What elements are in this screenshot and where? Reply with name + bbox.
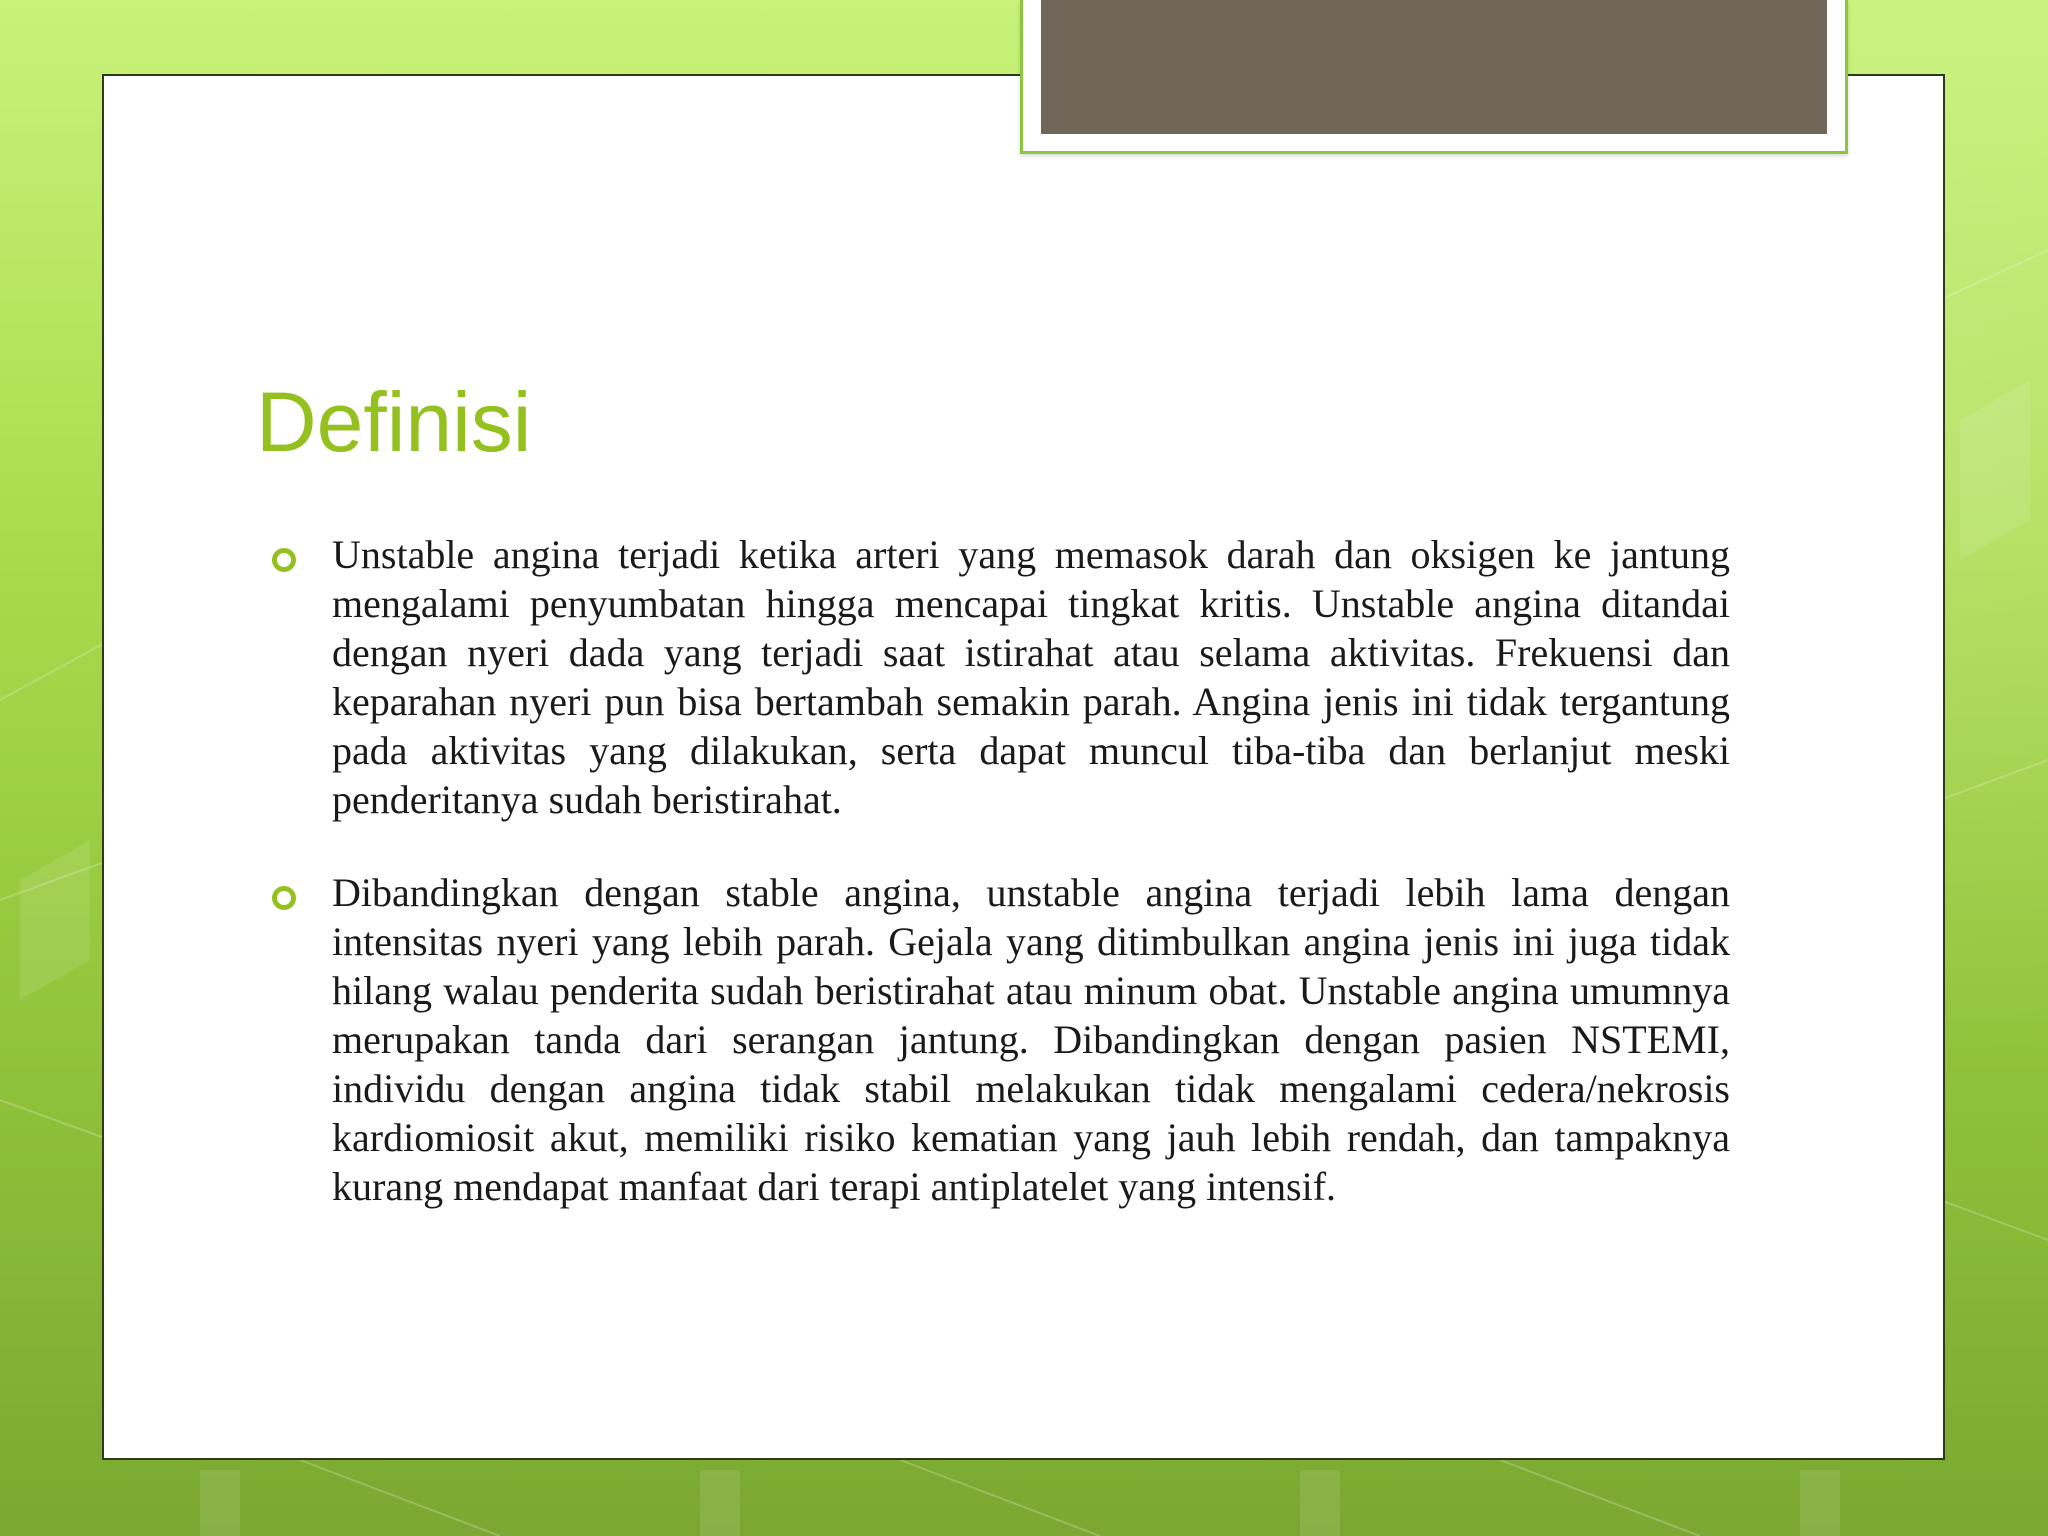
slide-title: Definisi [256,375,532,469]
bullet-text: Unstable angina terjadi ketika arteri yang memasok darah dan oksigen ke jantung mengalami penyumbatan hingga mencapai tingkat kritis. Unstable angina ditandai dengan nyeri dada yang terjadi saat istirahat atau selama aktivitas. Frekuensi dan keparahan nyeri pun bisa bertambah semakin parah. Angina jenis ini tidak tergantung pada aktivitas yang dilakukan, serta dapat muncul tiba-tiba dan berlanjut meski penderitanya sudah beristirahat. [332,532,1730,822]
bullet-item [270,530,1730,824]
bullet-text: Dibandingkan dengan stable angina, unstable angina terjadi lebih lama dengan intensitas nyeri yang lebih parah. Gejala yang ditimbulkan angina jenis ini juga tidak hilang walau penderita sudah beristirahat atau minum obat. Unstable angina umumnya merupakan tanda dari serangan jantung. Dibandingkan dengan pasien NSTEMI, individu dengan angina tidak stabil melakukan tidak mengalami cedera/nekrosis kardiomiosit akut, memiliki risiko kematian yang jauh lebih rendah, dan tampaknya kurang mendapat manfaat dari terapi antiplatelet yang intensif. [332,870,1730,1209]
title-placeholder-box [1041,0,1827,134]
bullet-item [270,868,1730,1211]
hollow-circle-bullet-icon [272,886,296,910]
hollow-circle-bullet-icon [272,548,296,572]
bullet-list [270,530,1730,1255]
